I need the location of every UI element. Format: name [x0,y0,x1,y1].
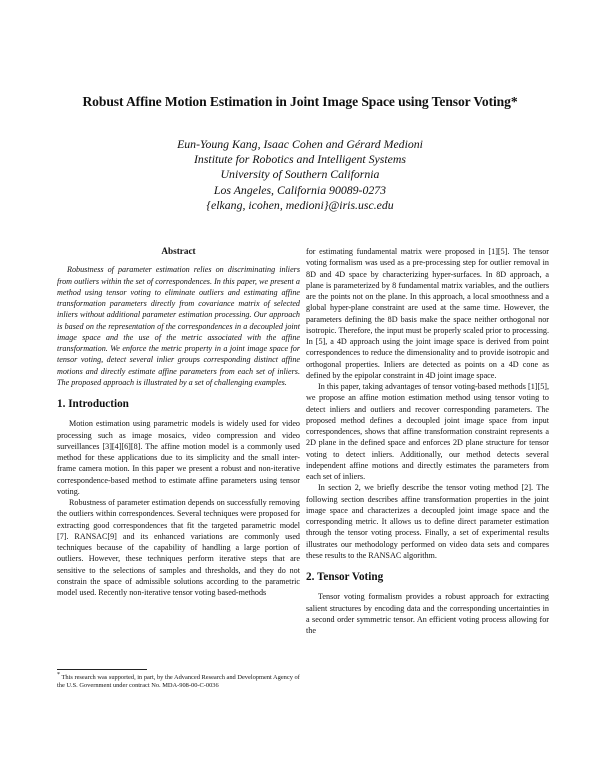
paper-title: Robust Affine Motion Estimation in Joint Image Space using Tensor Voting* [82,94,518,109]
author-location: Los Angeles, California 90089-0273 [213,182,387,197]
author-names: Eun-Young Kang, Isaac Cohen and Gérard Medioni [177,137,423,151]
abstract-text: Robustness of parameter estimation relies on discriminating inliers from outliers within the set of correspondences. In this paper, we present a method using tensor voting to eliminate outliers and estimating affine transformation parameters directly from covariance matrix of selected inliers without additional parameter estimation processing. Our approach is based on the representation of the correspondences in a decoupled joint image space and the use of the metric associated with the affine transformation. We enforce the metric property in a joint image space for tensor voting, detect several inlier groups corresponding distinct affine motions and directly estimate affine parameters from each set of inliers. The proposed approach is illustrated by a set of challenging examples. [57,265,300,387]
section-1-heading: 1. Introduction [57,398,129,410]
author-institute: Institute for Robotics and Intelligent Systems [194,152,406,167]
footnote-rule [57,669,147,670]
abstract-heading: Abstract [161,246,196,256]
intro-paragraph-2: Robustness of parameter estimation depends on successfully removing the outliers within correspondences. Several techniques were proposed for extracting good correspondences that fit the targeted parametric model [7]. RANSAC[9] and its enhanced variations are commonly used techniques because of the capability of handling a large portion of outliers. However, these techniques perform iterative steps that are sensitive to the selections of samples and thresholds, and they do not constrain the space of admissible solutions according to the parametric model used. Recently non-iterative tensor voting based-methods [57,498,300,597]
intro-paragraph-4: In this paper, taking advantages of tensor voting-based methods [1][5], we propose an affine motion estimation method using tensor voting to detect inliers and outliers and recover corresponding parameters. The proposed method defines a decoupled joint image space from input correspondences, shows that affine transformation constraint represents a 2D plane in the defined space and enforces 2D plane structure for tensor voting to detect inliers. Additionally, our method detects several independent affine motions and directly estimates the parameters from each set of inliers. [306,382,549,481]
intro-paragraph-1: Motion estimation using parametric models is widely used for video processing such as image mosaics, video compression and video surveillances [3][4][6][8]. The affine motion model is a commonly used method for these applications due to its simplicity and the small inter-frame camera motion. In this paper we present a robust and non-iterative correspondence-based method to estimate affine parameters using tensor voting. [57,419,300,496]
intro-paragraph-5: In section 2, we briefly describe the tensor voting method [2]. The following section describes affine transformation properties in the joint image space and characterizes a decoupled joint image space and the corresponding metric. It allows us to define direct parameter estimation through the tensor voting process. Finally, a set of experimental results illustrates our methodology performed on video data sets and compares these results to the RANSAC algorithm. [306,483,549,560]
author-block [100,137,500,213]
left-column [57,246,300,598]
author-emails: {elkang, icohen, medioni}@iris.usc.edu [206,197,394,212]
footnote [57,669,300,691]
section-2-heading: 2. Tensor Voting [306,571,384,583]
intro-paragraph-3: for estimating fundamental matrix were proposed in [1][5]. The tensor voting formalism was used as a pre-processing step for outlier removal in 8D and 4D space by characterizing hyper-surfaces. In 8D approach, a plane is parameterized by 8 fundamental matrix variables, and the outliers are the points not on the plane. In this approach, a local smoothness and a global hyper-plane constraint are used at the same time. However, the parameters defining the 8D basis make the space neither orthogonal nor isotropic. Therefore, the input must be properly scaled prior to processing. In [5], a 4D approach using the joint image space is derived from point correspondences to reduce the dimensionality and to provide isotropic and orthogonal properties. Inliers are detected as points on a 4D cone as defined by the epipolar constraint in 4D joint image space. [306,247,549,380]
author-university: University of Southern California [220,167,380,182]
footnote-mark: * [57,671,60,678]
footnote-text: This research was supported, in part, by the Advanced Research and Development Agency of the U.S. Government under contract No. MDA-908-00-C-0036 [57,674,300,690]
right-column [306,246,549,636]
tensor-voting-paragraph-1: Tensor voting formalism provides a robust approach for extracting salient structures by encoding data and the corresponding uncertainties in a second order symmetric tensor. An efficient voting process allowing for the [306,592,549,635]
